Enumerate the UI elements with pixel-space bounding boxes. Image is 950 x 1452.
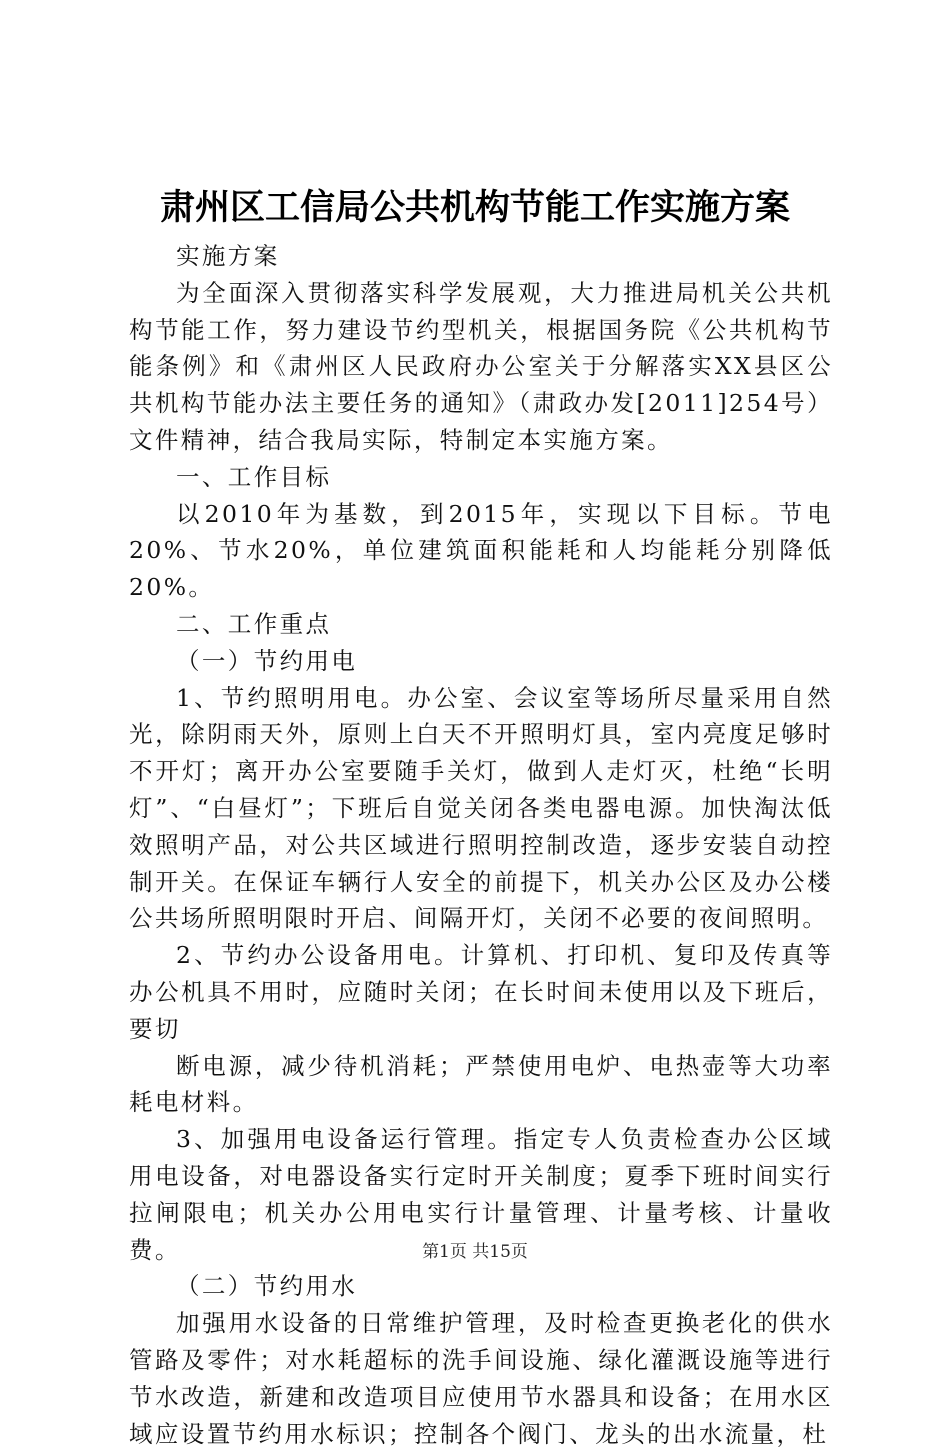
paragraph-goals: 以2010年为基数，到2015年，实现以下目标。节电20%、节水20%，单位建筑面积能耗和人均能耗分别降低20%。 — [129, 499, 833, 602]
paragraph-equipment-management: 3、加强用电设备运行管理。指定专人负责检查办公区域用电设备，对电器设备实行定时开关制度；夏季下班时间实行拉闸限电；机关办公用电实行计量管理、计量考核、计量收费。 — [129, 1125, 833, 1264]
paragraph-water: 加强用水设备的日常维护管理，及时检查更换老化的供水管路及零件；对水耗超标的洗手间设施、绿化灌溉设施等进行节水改造，新建和改造项目应使用节水器具和设备；在用水区域应设置节约用水标识；控制各个阀门、龙头的出水流量，杜 — [129, 1309, 833, 1448]
paragraph-office-equipment-continued: 断电源，减少待机消耗；严禁使用电炉、电热壶等大功率耗电材料。 — [129, 1051, 833, 1117]
document-title: 肃州区工信局公共机构节能工作实施方案 — [159, 188, 790, 228]
paragraph-office-equipment: 2、节约办公设备用电。计算机、打印机、复印及传真等办公机具不用时，应随时关闭；在长时间未使用以及下班后，要切 — [129, 941, 833, 1043]
heading-save-water: （二）节约用水 — [176, 1272, 358, 1301]
paragraph-lighting: 1、节约照明用电。办公室、会议室等场所尽量采用自然光，除阴雨天外，原则上白天不开照明灯具，室内亮度足够时不开灯；离开办公室要随手关灯，做到人走灯灭，杜绝“长明灯”、“白昼灯”；下班后自觉关闭各类电器电源。加快淘汰低效照明产品，对公共区域进行照明控制改造，逐步安装自动控制开关。在保证车辆行人安全的前提下，机关办公区及办公楼公共场所照明限时开启、间隔开灯，关闭不必要的夜间照明。 — [129, 683, 833, 933]
page-number: 第1页 共15页 — [422, 1242, 528, 1262]
heading-save-electricity: （一）节约用电 — [176, 646, 358, 675]
document-body — [129, 238, 833, 1452]
heading-work-focus: 二、工作重点 — [176, 609, 332, 638]
paragraph-intro: 为全面深入贯彻落实科学发展观，大力推进局机关公共机构节能工作，努力建设节约型机关，根据国务院《公共机构节能条例》和《肃州区人民政府办公室关于分解落实XX县区公共机构节能办法主要任务的通知》（肃政办发[2011]254号）文件精神，结合我局实际，特制定本实施方案。 — [129, 278, 833, 454]
paragraph-subtitle: 实施方案 — [176, 242, 280, 270]
heading-work-goals: 一、工作目标 — [176, 462, 332, 491]
